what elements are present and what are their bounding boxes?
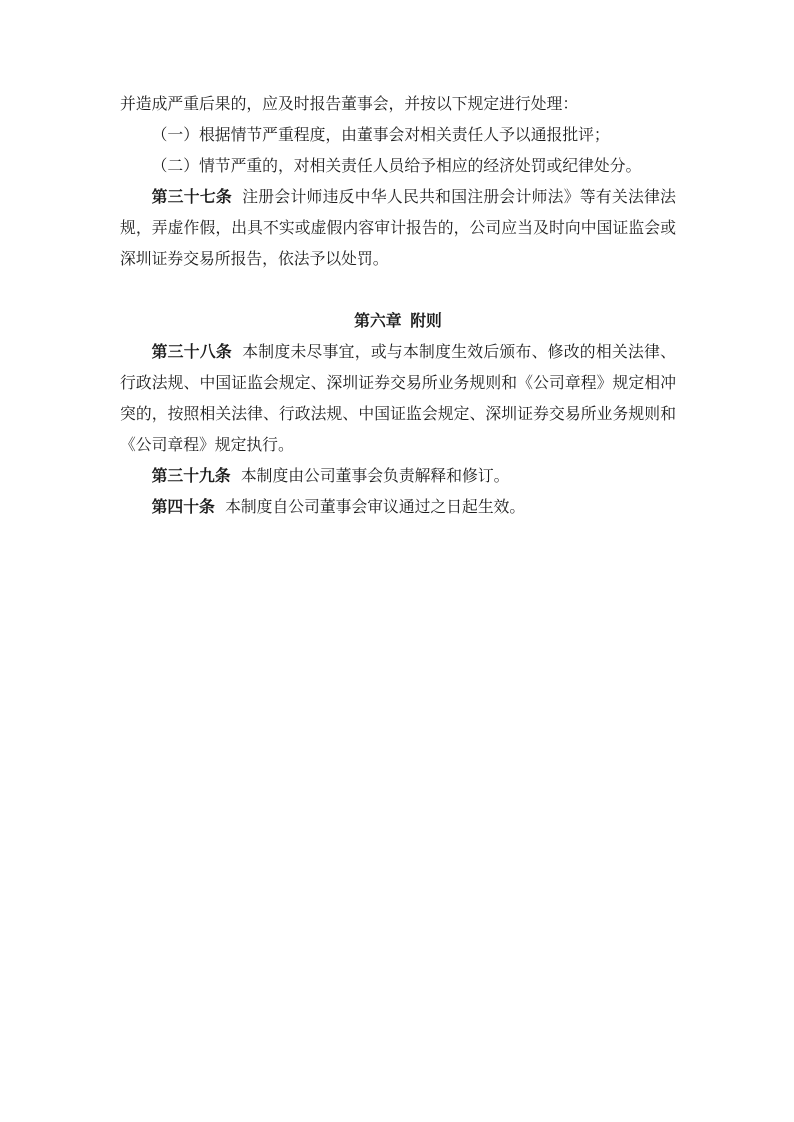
chapter-heading: 第六章 附则 [354,313,442,330]
article-number: 第三十九条 [151,468,231,485]
paragraph: （二）情节严重的，对相关责任人员给予相应的经济处罚或纪律处分。 [151,158,642,175]
article-number: 第四十条 [151,499,215,516]
paragraph: 并造成严重后果的，应及时报告董事会，并按以下规定进行处理： [120,96,579,113]
paragraph: 第三十七条 注册会计师违反中华人民共和国注册会计师法》等有关法律法规，弄虚作假，出具不实或虚假内容审计报告的，公司应当及时向中国证监会或深圳证券交易所报告，依法予以处罚。 [120,189,676,268]
article-number: 第三十七条 [151,189,232,206]
paragraph: （一）根据情节严重程度，由董事会对相关责任人予以通报批评； [151,127,610,144]
article-number: 第三十八条 [151,344,232,361]
paragraph: 第三十八条 本制度未尽事宜，或与本制度生效后颁布、修改的相关法律、行政法规、中国证监会规定、深圳证券交易所业务规则和《公司章程》规定相冲突的，按照相关法律、行政法规、中国证监会规定、深圳证券交易所业务规则和《公司章程》规定执行。 [120,344,676,454]
document-body [120,89,676,523]
paragraph: 第四十条 本制度自公司董事会审议通过之日起生效。 [151,499,526,516]
paragraph: 第三十九条 本制度由公司董事会负责解释和修订。 [151,468,510,485]
